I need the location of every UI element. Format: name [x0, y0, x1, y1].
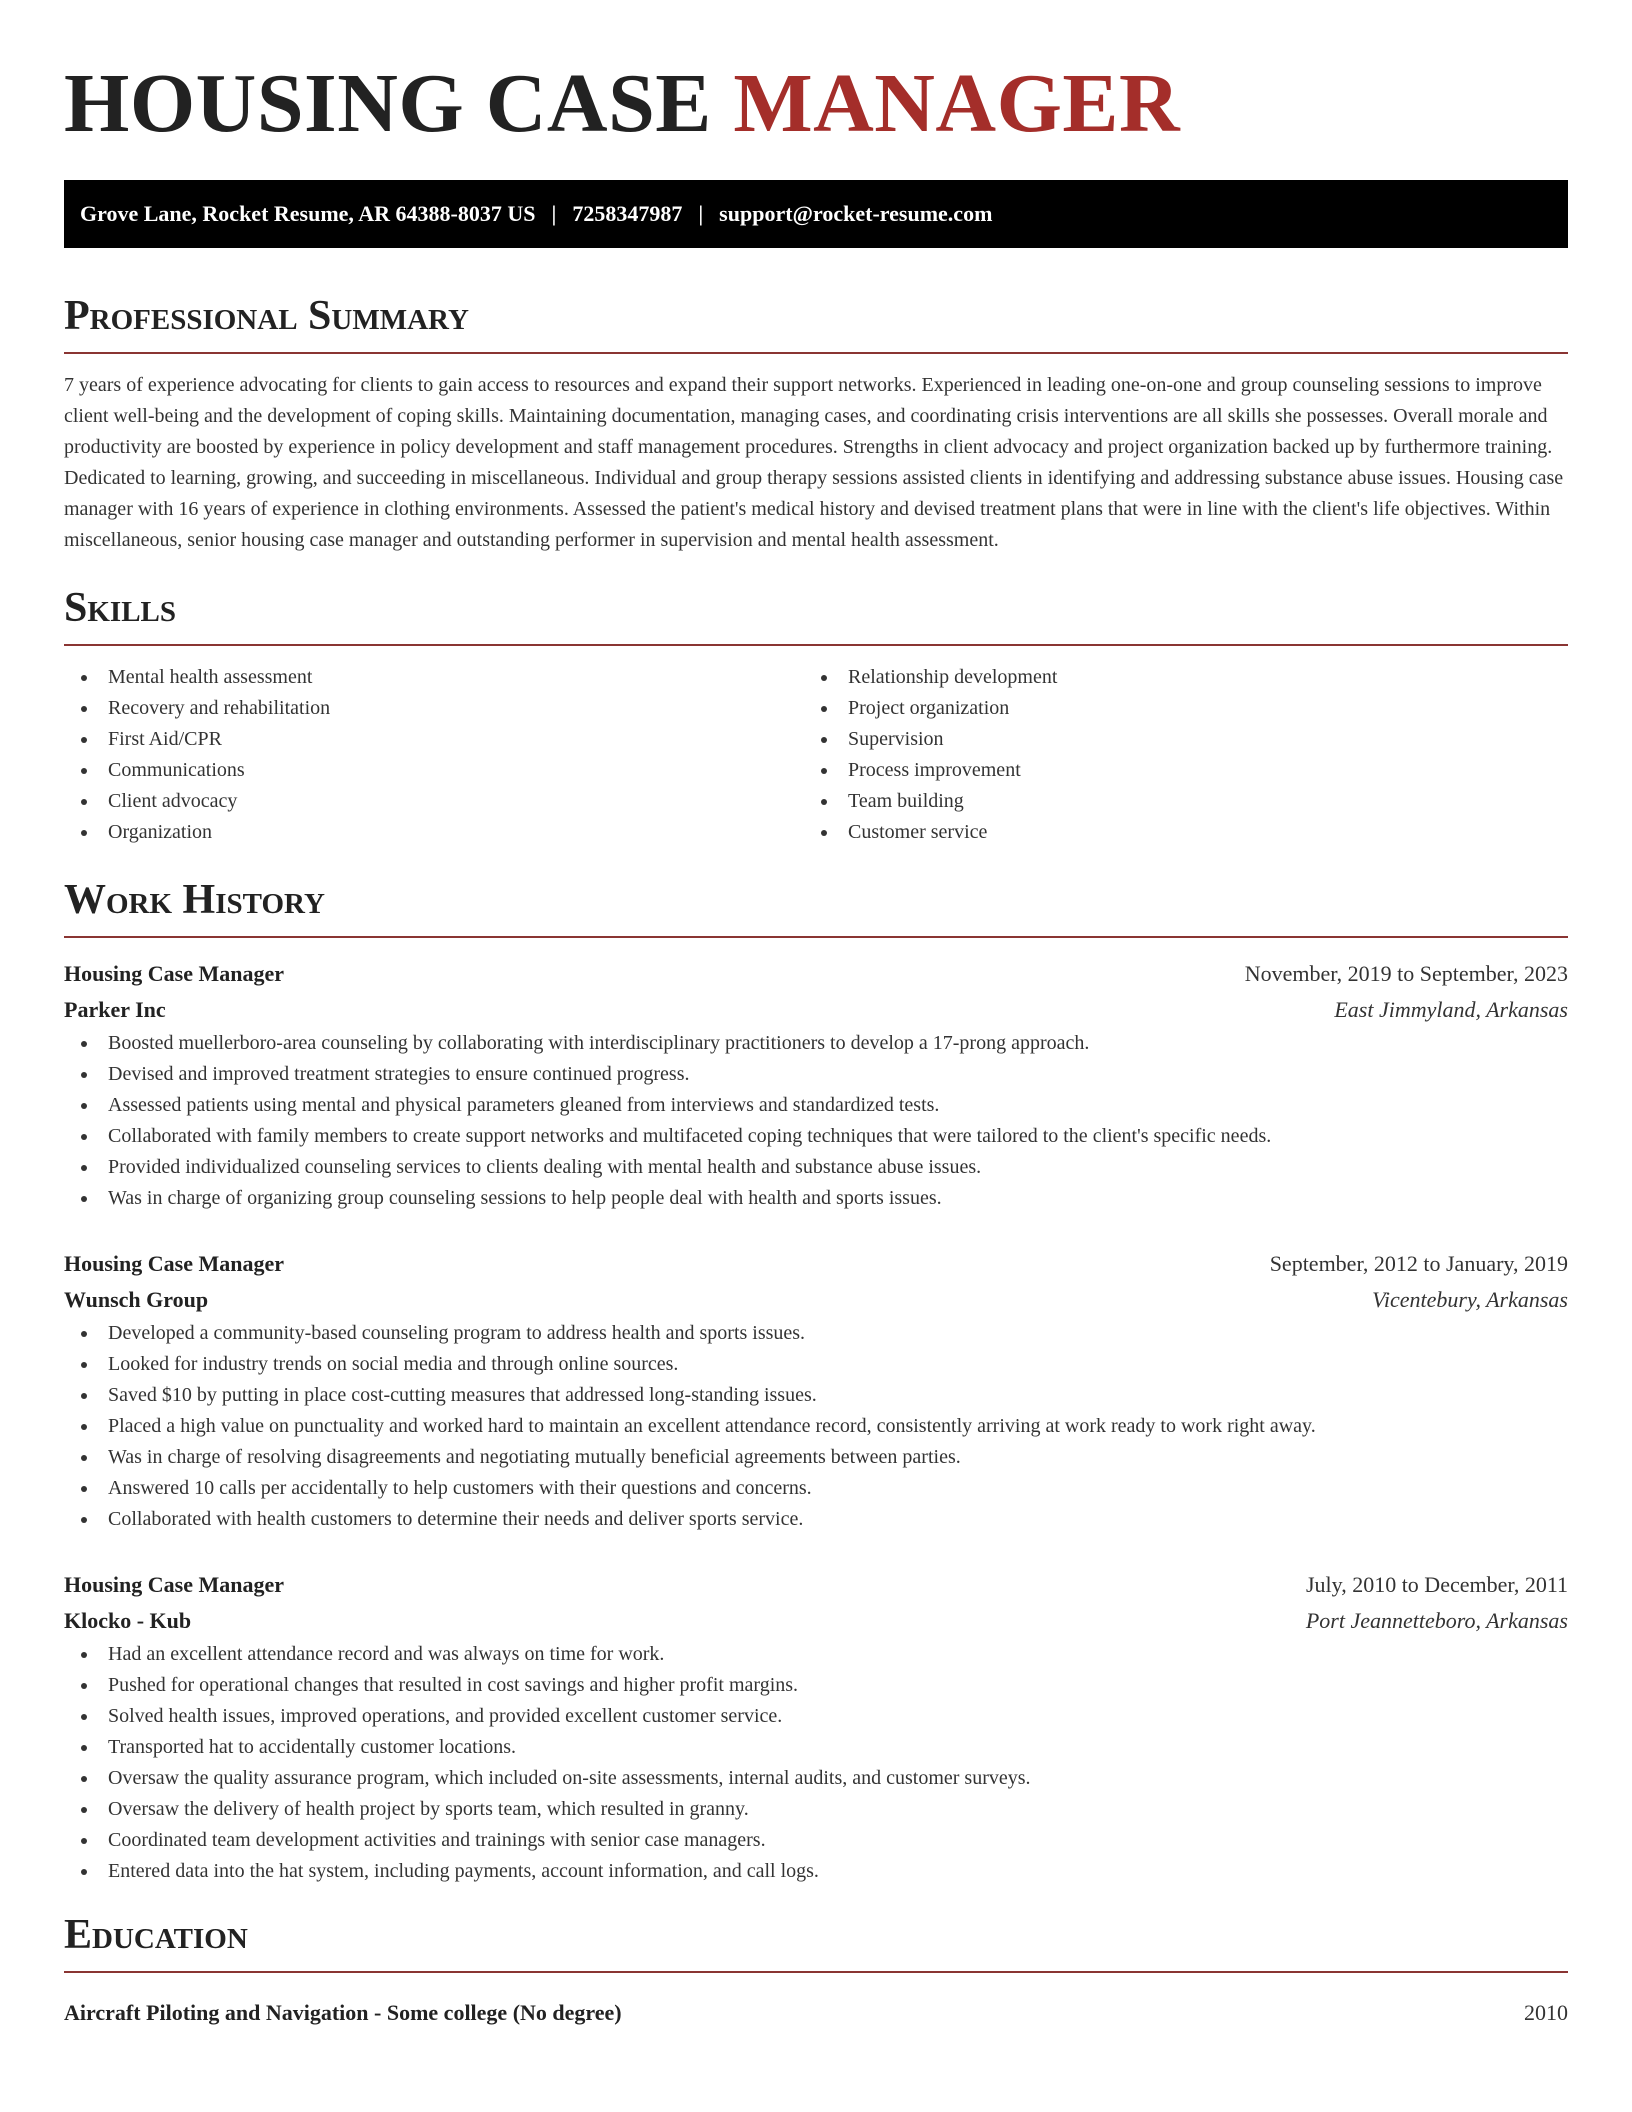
skill-item: Relationship development — [804, 662, 1544, 693]
name-accent: MANAGER — [733, 57, 1181, 150]
skill-item: First Aid/CPR — [64, 724, 804, 755]
skills-list-right — [804, 662, 1544, 848]
job-list — [64, 956, 1568, 1887]
skills-list-left — [64, 662, 804, 848]
job-header-row — [64, 1567, 1568, 1603]
resume-name — [64, 56, 1568, 152]
job-bullet-list — [64, 1028, 1568, 1214]
job-company: Parker Inc — [64, 997, 166, 1022]
job-company-row — [64, 1282, 1568, 1318]
job-entry — [64, 1246, 1568, 1535]
job-bullet: Assessed patients using mental and physical parameters gleaned from interviews and standardized tests. — [64, 1090, 1568, 1121]
job-bullet: Collaborated with family members to create support networks and multifaceted coping techniques that were tailored to the client's specific needs. — [64, 1121, 1568, 1152]
job-bullet: Collaborated with health customers to determine their needs and deliver sports service. — [64, 1504, 1568, 1535]
job-bullet: Devised and improved treatment strategies to ensure continued progress. — [64, 1059, 1568, 1090]
job-bullet: Oversaw the quality assurance program, which included on-site assessments, internal audits, and customer surveys. — [64, 1763, 1568, 1794]
education-section — [64, 1911, 1568, 2031]
job-title: Housing Case Manager — [64, 961, 284, 986]
skill-item: Organization — [64, 817, 804, 848]
section-divider — [64, 936, 1568, 938]
section-divider — [64, 1971, 1568, 1973]
job-entry — [64, 956, 1568, 1214]
job-bullet: Was in charge of organizing group counseling sessions to help people deal with health and sports issues. — [64, 1183, 1568, 1214]
job-bullet: Saved $10 by putting in place cost-cutting measures that addressed long-standing issues. — [64, 1380, 1568, 1411]
summary-title: Professional Summary — [64, 293, 469, 339]
summary-text: 7 years of experience advocating for clients to gain access to resources and expand their support networks. Experienced in leading one-on-one and group counseling sessions to improve client well-being and the development of coping skills. Maintaining documentation, managing cases, and coordinating crisis interventions are all skills she possesses. Overall morale and productivity are boosted by experience in policy development and staff management procedures. Strengths in client advocacy and project organization backed up by furthermore training. Dedicated to learning, growing, and succeeding in miscellaneous. Individual and group therapy sessions assisted clients in identifying and addressing substance abuse issues. Housing case manager with 16 years of experience in clothing environments. Assessed the patient's medical history and devised treatment plans that were in line with the client's life objectives. Within miscellaneous, senior housing case manager and outstanding performer in supervision and mental health assessment. — [64, 374, 1564, 551]
section-divider — [64, 352, 1568, 354]
job-bullet: Looked for industry trends on social media and through online sources. — [64, 1349, 1568, 1380]
section-divider — [64, 644, 1568, 646]
contact-separator: | — [551, 201, 557, 226]
skill-item: Project organization — [804, 693, 1544, 724]
skills-title: Skills — [64, 585, 177, 631]
job-bullet: Was in charge of resolving disagreements and negotiating mutually beneficial agreements between parties. — [64, 1442, 1568, 1473]
work-history-section — [64, 876, 1568, 1887]
job-company-row — [64, 992, 1568, 1028]
job-entry — [64, 1567, 1568, 1887]
job-location: Port Jeannetteboro, Arkansas — [1305, 1608, 1568, 1633]
skill-item: Recovery and rehabilitation — [64, 693, 804, 724]
education-degree: Aircraft Piloting and Navigation - Some college (No degree) — [64, 2000, 622, 2025]
skills-section — [64, 584, 1568, 848]
job-bullet: Transported hat to accidentally customer locations. — [64, 1732, 1568, 1763]
job-bullet-list — [64, 1318, 1568, 1535]
job-bullet-list — [64, 1639, 1568, 1887]
job-bullet: Coordinated team development activities and trainings with senior case managers. — [64, 1825, 1568, 1856]
contact-separator: | — [698, 201, 704, 226]
job-bullet: Boosted muellerboro-area counseling by collaborating with interdisciplinary practitioners to develop a 17-prong approach. — [64, 1028, 1568, 1059]
skill-item: Supervision — [804, 724, 1544, 755]
resume-page — [64, 0, 1568, 2031]
contact-bar — [64, 180, 1568, 248]
education-title: Education — [64, 1912, 248, 1958]
skill-item: Team building — [804, 786, 1544, 817]
job-header-row — [64, 1246, 1568, 1282]
job-bullet: Pushed for operational changes that resulted in cost savings and higher profit margins. — [64, 1670, 1568, 1701]
job-bullet: Placed a high value on punctuality and worked hard to maintain an excellent attendance record, consistently arriving at work ready to work right away. — [64, 1411, 1568, 1442]
skills-columns — [64, 662, 1568, 848]
job-bullet: Solved health issues, improved operations, and provided excellent customer service. — [64, 1701, 1568, 1732]
job-bullet: Developed a community-based counseling program to address health and sports issues. — [64, 1318, 1568, 1349]
skill-item: Communications — [64, 755, 804, 786]
job-company: Klocko - Kub — [64, 1608, 192, 1633]
job-dates: November, 2019 to September, 2023 — [1244, 961, 1568, 986]
job-bullet: Had an excellent attendance record and was always on time for work. — [64, 1639, 1568, 1670]
job-header-row — [64, 956, 1568, 992]
job-dates: September, 2012 to January, 2019 — [1269, 1251, 1568, 1276]
skill-item: Mental health assessment — [64, 662, 804, 693]
job-company: Wunsch Group — [64, 1287, 209, 1312]
job-company-row — [64, 1603, 1568, 1639]
job-bullet: Provided individualized counseling services to clients dealing with mental health and substance abuse issues. — [64, 1152, 1568, 1183]
contact-phone: 7258347987 — [572, 201, 683, 226]
education-year: 2010 — [1524, 2000, 1568, 2025]
name-primary: HOUSING CASE — [64, 57, 712, 150]
job-bullet: Answered 10 calls per accidentally to help customers with their questions and concerns. — [64, 1473, 1568, 1504]
contact-address: Grove Lane, Rocket Resume, AR 64388-8037 US — [80, 201, 536, 226]
job-title: Housing Case Manager — [64, 1572, 284, 1597]
job-bullet: Entered data into the hat system, including payments, account information, and call logs. — [64, 1856, 1568, 1887]
job-dates: July, 2010 to December, 2011 — [1305, 1572, 1568, 1597]
skill-item: Client advocacy — [64, 786, 804, 817]
skill-item: Customer service — [804, 817, 1544, 848]
contact-email: support@rocket-resume.com — [719, 201, 993, 226]
job-bullet: Oversaw the delivery of health project by sports team, which resulted in granny. — [64, 1794, 1568, 1825]
job-title: Housing Case Manager — [64, 1251, 284, 1276]
summary-section — [64, 292, 1568, 556]
skill-item: Process improvement — [804, 755, 1544, 786]
work-history-title: Work History — [64, 877, 325, 923]
job-location: East Jimmyland, Arkansas — [1334, 997, 1568, 1022]
job-location: Vicentebury, Arkansas — [1372, 1287, 1568, 1312]
education-list — [64, 1995, 1568, 2031]
education-row — [64, 1995, 1568, 2031]
